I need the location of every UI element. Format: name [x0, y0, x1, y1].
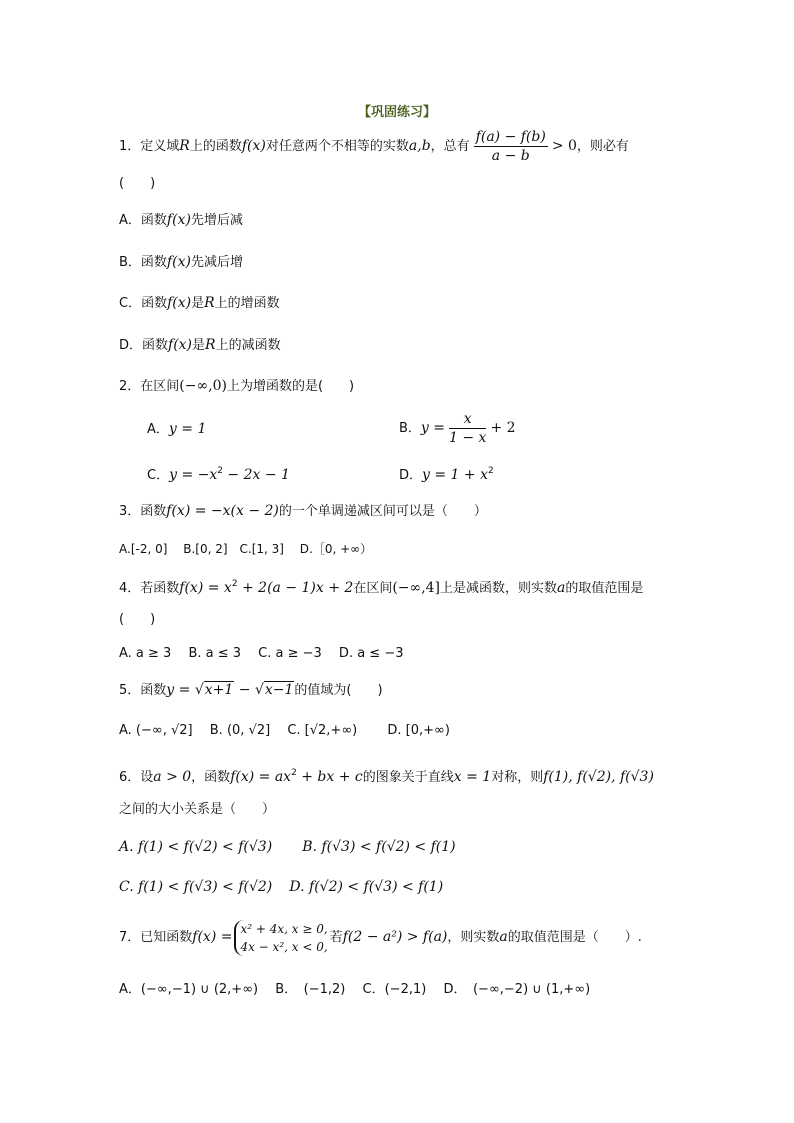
q3-options: A.[-2, 0] B.[0, 2] C.[1, 3] D.［0, +∞） [119, 542, 373, 556]
q1-option-a: A．函数f(x)先增后减 [119, 212, 243, 228]
q1-option-d: D．函数f(x)是R上的减函数 [119, 337, 281, 353]
question-1: 1．定义域R上的函数f(x)对任意两个不相等的实数a,b，总有 $\frac{f(a) - f(b)}{a - b}$ > 0，则必有 [119, 129, 629, 164]
question-6: 6．设a > 0，函数$f(x) = ax^2$ + bx + c的图象关于直线x = 1对称，则f(1), f(√2), f(√3) [119, 768, 654, 785]
q6-options-ab: A. f(1) < f(√2) < f(√3) B. f(√3) < f(√2) < f(1) [119, 839, 456, 855]
piecewise-brace: x² + 4x, x ≥ 0, 4x − x², x < 0, [234, 920, 327, 956]
question-2: 2．在区间(−∞,0)上为增函数的是( ) [119, 378, 355, 394]
fraction: $\frac{f(a) - f(b)}{a - b}$ [475, 129, 546, 164]
question-5: 5．函数y = √x+1 − √x−1的值域为( ) [119, 682, 383, 698]
question-6-cont: 之间的大小关系是（ ） [119, 802, 276, 817]
question-7: 7．已知函数f(x) = x² + 4x, x ≥ 0, 4x − x², x < 0, 若f(2 − a²) > f(a)，则实数a的取值范围是（ ）. [119, 921, 642, 954]
q7-options: A．(−∞,−1) ∪ (2,+∞) B． (−1,2) C．(−2,1) D． (−∞,−2) ∪ (1,+∞) [119, 982, 591, 997]
answer-paren: ( ) [119, 612, 156, 627]
question-3: 3．函数f(x) = −x(x − 2)的一个单调递减区间可以是（ ） [119, 503, 487, 519]
question-4: 4．若函数$f(x) = x^2 + 2(a - 1)x + 2$在区间(−∞,4]上是减函数，则实数a的取值范围是 [119, 579, 644, 596]
q6-options-cd: C. f(1) < f(√3) < f(√2) D. f(√2) < f(√3) < f(1) [119, 879, 444, 895]
q2-option-b: B．y = $\frac{x}{1 - x}$ + 2 [399, 411, 516, 446]
section-title: 【巩固练习】 [357, 105, 436, 120]
q1-option-b: B．函数f(x)先减后增 [119, 254, 243, 270]
q2-option-d: D．$y = 1 + x^2$ [399, 466, 494, 483]
q5-options: A. (−∞, √2] B. (0, √2] C. [√2,+∞) D. [0,+∞) [119, 723, 450, 738]
q2-option-a: A．y = 1 [147, 421, 207, 437]
q4-options: A. a ≥ 3 B. a ≤ 3 C. a ≥ −3 D. a ≤ −3 [119, 646, 404, 661]
q1-option-c: C．函数f(x)是R上的增函数 [119, 295, 280, 311]
q2-option-c: C．$y = -x^2 - 2x - 1$ [147, 466, 290, 483]
answer-paren: ( ) [119, 176, 156, 191]
